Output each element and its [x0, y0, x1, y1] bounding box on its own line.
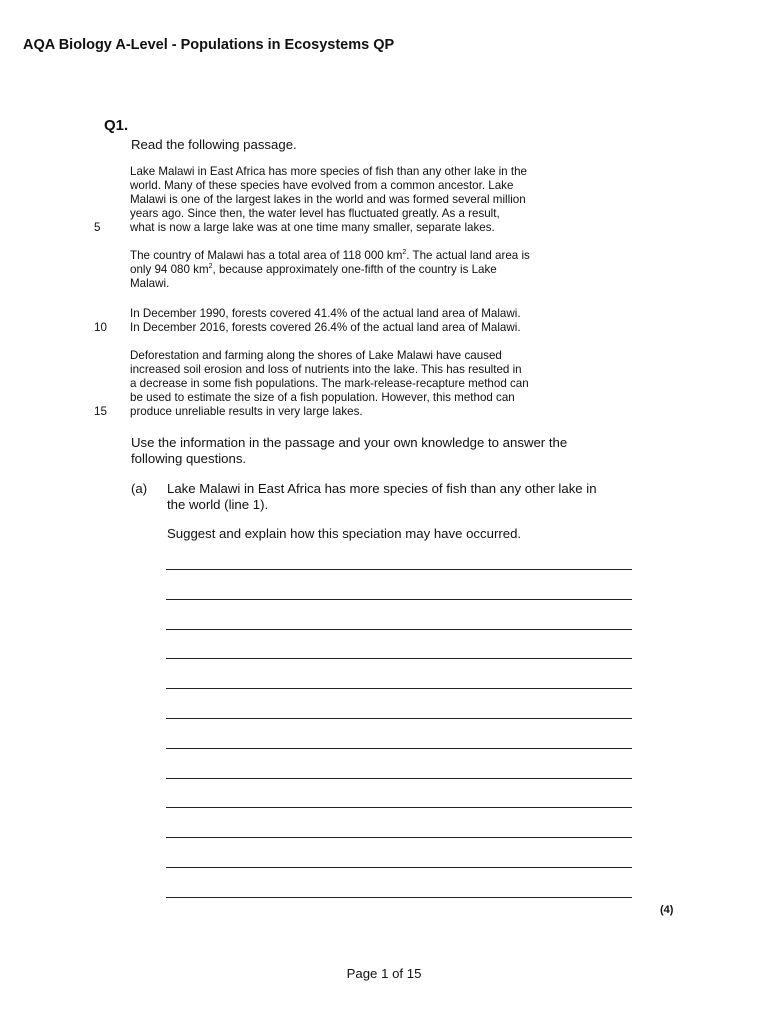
passage-line: produce unreliable results in very large lakes. — [130, 405, 363, 419]
passage-paragraph-2 — [130, 249, 590, 291]
passage-line: In December 2016, forests covered 26.4% of the actual land area of Malawi. — [130, 321, 521, 335]
line-number-15: 15 — [94, 405, 107, 418]
passage-line: be used to estimate the size of a fish population. However, this method can — [130, 391, 515, 405]
part-a-text — [167, 481, 597, 513]
question-instruction — [131, 435, 567, 467]
superscript: 2 — [208, 263, 213, 271]
line-number-5: 5 — [94, 221, 101, 234]
instruction-line: Use the information in the passage and your own knowledge to answer the — [131, 435, 568, 450]
part-a-label: (a) — [131, 481, 148, 496]
passage-line: Malawi. — [130, 277, 170, 291]
answer-line[interactable] — [166, 688, 632, 689]
passage-line: Deforestation and farming along the shores of Lake Malawi have caused — [130, 349, 502, 362]
text-fragment: . The actual land area is — [406, 249, 530, 262]
answer-line[interactable] — [166, 718, 632, 719]
text-fragment: , because approximately one-fifth of the country is Lake — [212, 263, 497, 277]
page-number: 1 — [381, 966, 389, 981]
superscript: 2 — [402, 249, 407, 256]
passage-line: years ago. Since then, the water level has fluctuated greatly. As a result, — [130, 207, 500, 221]
answer-line[interactable] — [166, 748, 632, 749]
part-a-line: the world (line 1). — [167, 497, 269, 512]
passage-line: increased soil erosion and loss of nutrients into the lake. This has resulted in — [130, 363, 522, 377]
marks-indicator: (4) — [660, 904, 674, 916]
text-fragment: only 94 080 km — [130, 263, 209, 277]
part-a-prompt: Suggest and explain how this speciation may have occurred. — [167, 526, 522, 541]
answer-line[interactable] — [166, 807, 632, 808]
answer-line[interactable] — [166, 629, 632, 630]
passage-paragraph-3 — [130, 307, 590, 335]
text-fragment: The country of Malawi has a total area of 118 000 km — [130, 249, 403, 262]
part-a-line: Lake Malawi in East Africa has more species of fish than any other lake in — [167, 481, 597, 496]
passage-line: what is now a large lake was at one time many smaller, separate lakes. — [130, 221, 495, 235]
answer-line[interactable] — [166, 778, 632, 779]
passage-line: Malawi is one of the largest lakes in the world and was formed several million — [130, 193, 526, 207]
of-label: of — [392, 966, 404, 981]
passage-line: Lake Malawi in East Africa has more species of fish than any other lake in the — [130, 165, 527, 178]
instruction-line: following questions. — [131, 451, 247, 466]
passage-line: world. Many of these species have evolved from a common ancestor. Lake — [130, 179, 514, 193]
answer-line[interactable] — [166, 658, 632, 659]
passage-line: a decrease in some fish populations. The mark-release-recapture method can — [130, 377, 529, 391]
passage-line: In December 1990, forests covered 41.4% of the actual land area of Malawi. — [130, 307, 521, 320]
answer-line[interactable] — [166, 599, 632, 600]
page-total: 15 — [406, 966, 422, 981]
passage-paragraph-4 — [130, 349, 590, 419]
passage-paragraph-1 — [130, 165, 590, 235]
document-header-title: AQA Biology A-Level - Populations in Ecosystems QP — [23, 37, 395, 53]
passage-line — [130, 249, 590, 263]
answer-line[interactable] — [166, 837, 632, 838]
answer-line[interactable] — [166, 569, 632, 570]
passage-line — [130, 263, 590, 277]
question-number: Q1. — [104, 117, 129, 134]
line-number-10: 10 — [94, 321, 107, 334]
passage-intro: Read the following passage. — [131, 137, 297, 152]
page-footer — [0, 966, 768, 981]
answer-line[interactable] — [166, 897, 632, 898]
page-label: Page — [346, 966, 378, 981]
answer-line[interactable] — [166, 867, 632, 868]
